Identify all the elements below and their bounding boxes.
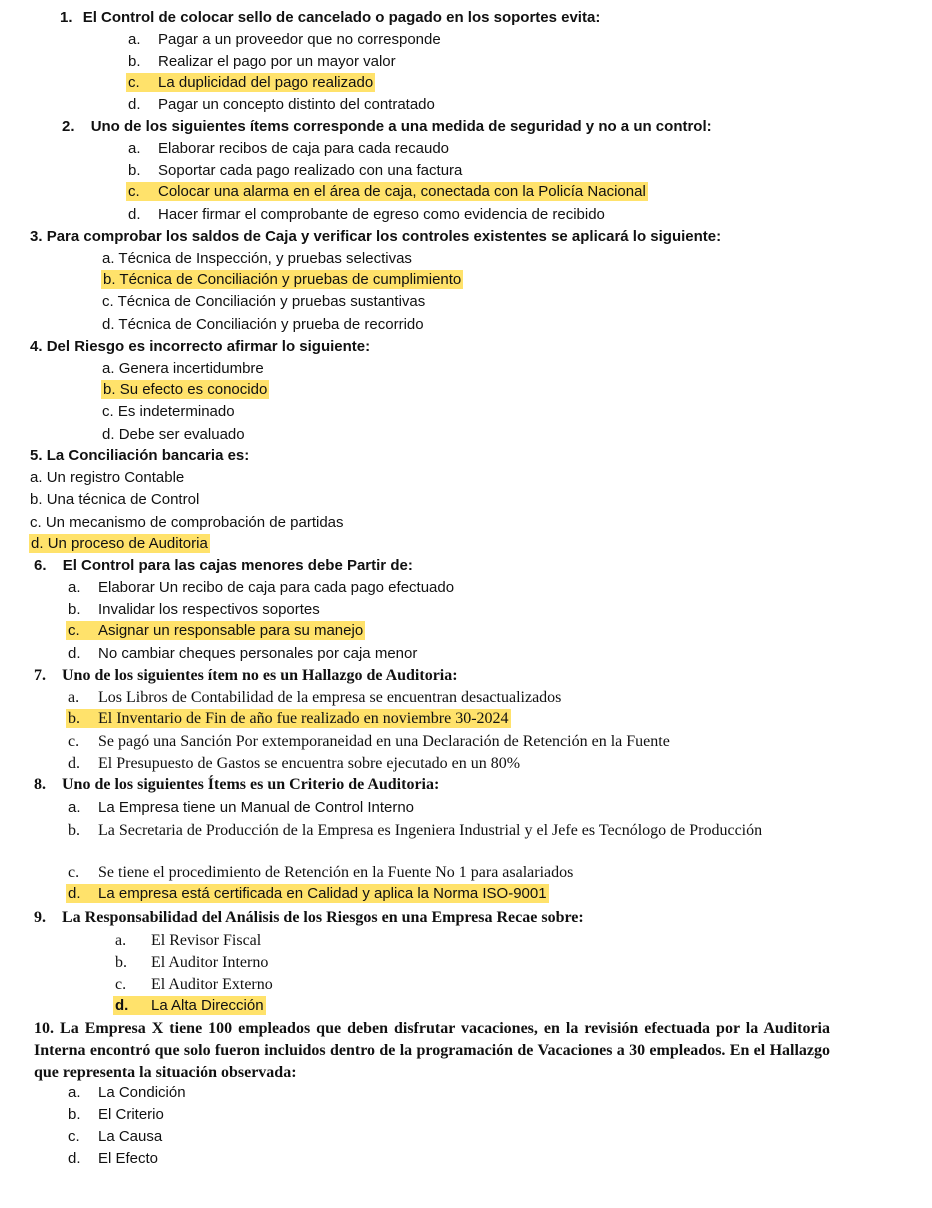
- option-2c-highlighted: c. Colocar una alarma en el área de caja, conectada con la Policía Nacional: [128, 183, 646, 200]
- option-5a: a. Un registro Contable: [30, 469, 185, 486]
- option-9d-highlighted: d. La Alta Dirección: [115, 997, 264, 1014]
- question-7: 7. Uno de los siguientes ítem no es un Hallazgo de Auditoria:: [34, 667, 458, 684]
- option-10b: b. El Criterio: [68, 1106, 164, 1123]
- option-4a: a. Genera incertidumbre: [102, 360, 264, 377]
- option-8c: c. Se tiene el procedimiento de Retención en la Fuente No 1 para asalariados: [68, 864, 574, 881]
- option-5c: c. Un mecanismo de comprobación de partidas: [30, 514, 344, 531]
- option-10c: c. La Causa: [68, 1128, 163, 1145]
- option-5d-highlighted: d. Un proceso de Auditoria: [31, 535, 208, 552]
- option-4b-highlighted: b. Su efecto es conocido: [103, 381, 268, 398]
- option-8b: b. La Secretaria de Producción de la Empresa es Ingeniera Industrial y el Jefe es Tecnólogo de Producción: [68, 822, 763, 839]
- question-6: 6. El Control para las cajas menores debe Partir de:: [34, 557, 413, 574]
- option-7a: a. Los Libros de Contabilidad de la empresa se encuentran desactualizados: [68, 689, 562, 706]
- question-number: 1.: [60, 9, 73, 26]
- question-1: [60, 8, 600, 27]
- option-1a: a. Pagar a un proveedor que no corresponde: [128, 31, 441, 48]
- option-3c: c. Técnica de Conciliación y pruebas sustantivas: [102, 293, 426, 310]
- option-8d-highlighted: d. La empresa está certificada en Calidad y aplica la Norma ISO-9001: [68, 885, 547, 902]
- option-6b: b. Invalidar los respectivos soportes: [68, 601, 320, 618]
- option-10a: a. La Condición: [68, 1084, 186, 1101]
- option-1d: d. Pagar un concepto distinto del contratado: [128, 96, 435, 113]
- option-1c-highlighted: c. La duplicidad del pago realizado: [128, 74, 374, 91]
- option-6c-highlighted: c. Asignar un responsable para su manejo: [68, 622, 364, 639]
- option-7b-highlighted: b. El Inventario de Fin de año fue realizado en noviembre 30-2024: [68, 710, 509, 727]
- option-5b: b. Una técnica de Control: [30, 491, 200, 508]
- option-8a: a. La Empresa tiene un Manual de Control Interno: [68, 799, 415, 816]
- option-3b-highlighted: b. Técnica de Conciliación y pruebas de cumplimiento: [103, 271, 462, 288]
- option-2a: a. Elaborar recibos de caja para cada recaudo: [128, 140, 450, 157]
- question-8: 8. Uno de los siguientes Ítems es un Criterio de Auditoria:: [34, 776, 440, 793]
- option-9a: a. El Revisor Fiscal: [115, 932, 262, 949]
- option-1b: b. Realizar el pago por un mayor valor: [128, 53, 396, 70]
- question-text: El Control de colocar sello de cancelado o pagado en los soportes evita:: [82, 9, 601, 26]
- option-4d: d. Debe ser evaluado: [102, 426, 245, 443]
- option-3d: d. Técnica de Conciliación y prueba de recorrido: [102, 316, 424, 333]
- option-7d: d. El Presupuesto de Gastos se encuentra sobre ejecutado en un 80%: [68, 755, 521, 772]
- option-4c: c. Es indeterminado: [102, 403, 235, 420]
- option-9c: c. El Auditor Externo: [115, 976, 273, 993]
- question-4: 4. Del Riesgo es incorrecto afirmar lo siguiente:: [30, 338, 371, 355]
- option-6d: d. No cambiar cheques personales por caja menor: [68, 645, 418, 662]
- question-9: 9. La Responsabilidad del Análisis de los Riesgos en una Empresa Recae sobre:: [34, 909, 584, 926]
- question-5: 5. La Conciliación bancaria es:: [30, 447, 250, 464]
- option-2d: d. Hacer firmar el comprobante de egreso como evidencia de recibido: [128, 206, 605, 223]
- option-6a: a. Elaborar Un recibo de caja para cada pago efectuado: [68, 579, 455, 596]
- question-3: 3. Para comprobar los saldos de Caja y verificar los controles existentes se aplicará lo siguiente:: [30, 228, 722, 245]
- option-7c: c. Se pagó una Sanción Por extemporaneidad en una Declaración de Retención en la Fuente: [68, 733, 670, 750]
- option-3a: a. Técnica de Inspección, y pruebas selectivas: [102, 250, 412, 267]
- option-2b: b. Soportar cada pago realizado con una factura: [128, 162, 463, 179]
- option-10d: d. El Efecto: [68, 1150, 159, 1167]
- option-9b: b. El Auditor Interno: [115, 954, 269, 971]
- question-2: 2. Uno de los siguientes ítems corresponde a una medida de seguridad y no a un control:: [62, 118, 712, 135]
- question-10: 10. La Empresa X tiene 100 empleados que deben disfrutar vacaciones, en la revisión efectuada por la Auditoria Interna encontró que solo fueron incluidos dentro de la programación de Vacaciones a 30 empleados. En el Hallazgo que representa la situación observada:: [34, 1020, 831, 1081]
